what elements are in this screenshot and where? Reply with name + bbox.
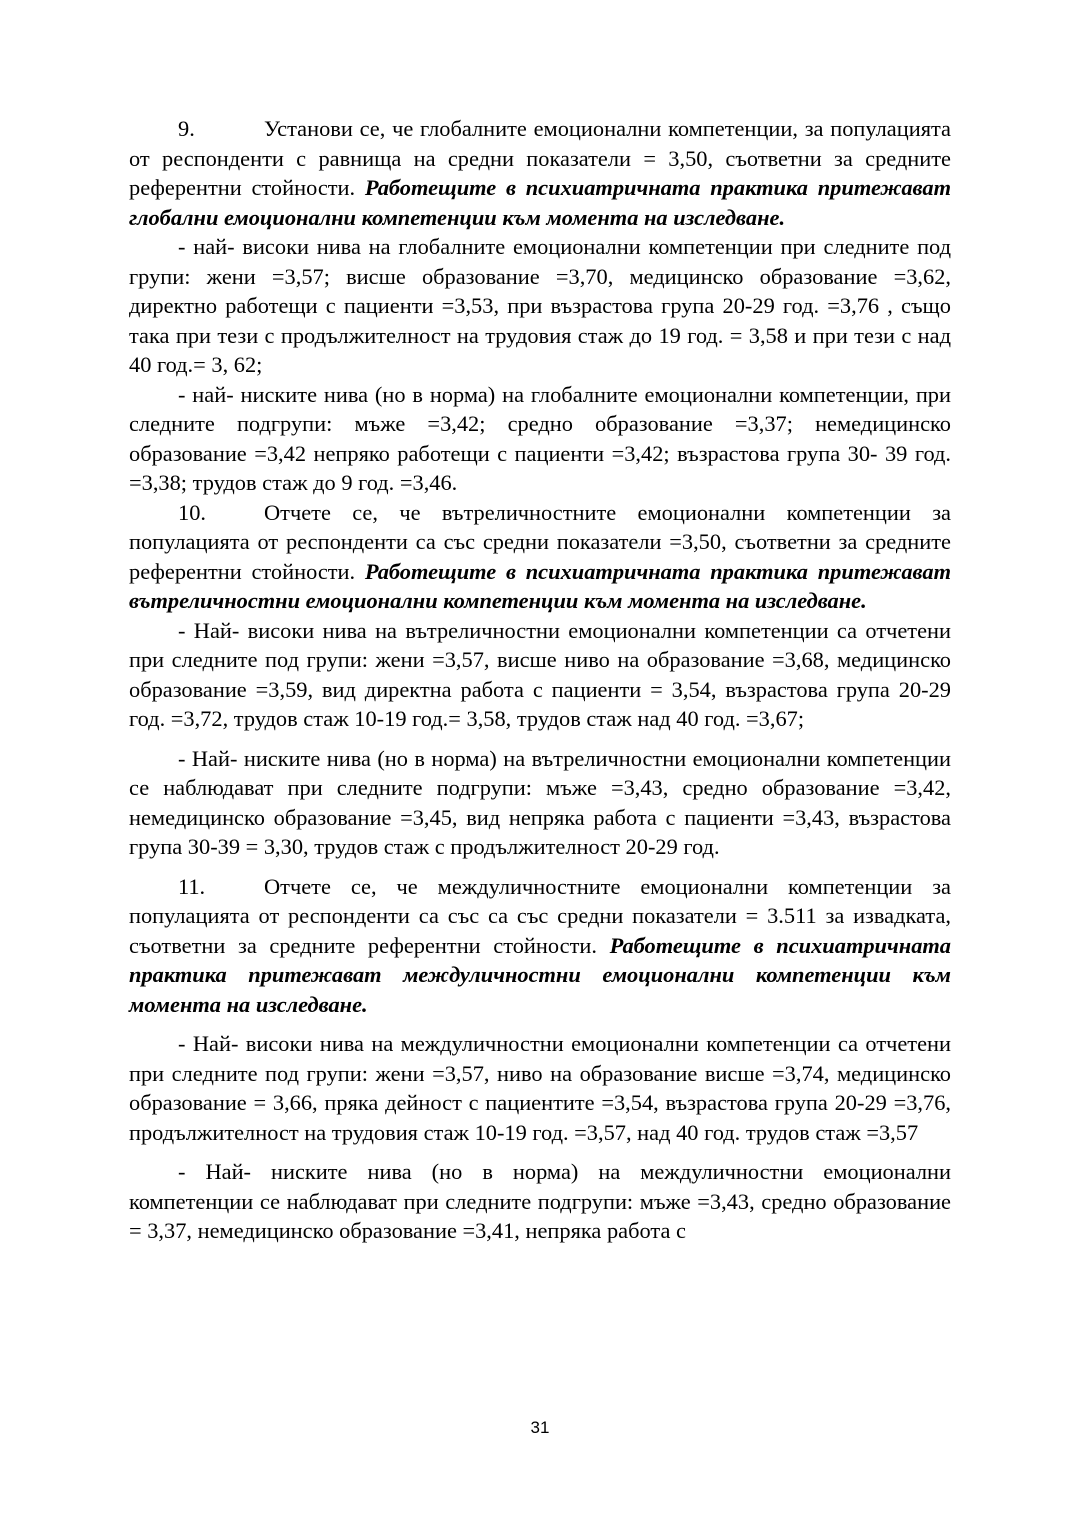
paragraph-text: - Най- ниските нива (но в норма) на вътреличностни емоционални компетенции се наблюдават при следните подгрупи: мъже =3,43, средно образование =3,42, немедицинско образование =3,45, вид непряка работа с пациенти =3,43, възрастова група 30-39 = 3,30, трудов стаж с продължителност 20-29 год. [129, 745, 951, 859]
paragraph-number: 10. [178, 499, 206, 525]
numbered-paragraph-11 [129, 872, 951, 1020]
bullet-paragraph-lowest-global [129, 380, 951, 498]
paragraph-text: - най- високи нива на глобалните емоционални компетенции при следните под групи: жени =3,57; висше образование =3,70, медицинско образование =3,62, директно работещи с пациенти =3,53, при възрастова група 20-29 год. =3,76 , също така при тези с продължителност на трудовия стаж до 19 год. = 3,58 и при тези с над 40 год.= 3, 62; [129, 234, 951, 377]
paragraph-conclusion: Работещите в психиатричната практика притежават вътреличностни емоционални компетенции към момента на изследване. [129, 558, 952, 613]
bullet-paragraph-highest-intrapersonal [129, 616, 951, 734]
paragraph-number: 9. [178, 116, 195, 141]
paragraph-text: - Най- високи нива на междуличностни емоционални компетенции са отчетени при следните под групи: жени =3,57, ниво на образование висше =3,74, медицинско образование = 3,66, пряка дейност с пациентите =3,54, възрастова група 20-29 =3,76, продължителност на трудовия стаж 10-19 год. =3,57, над 40 год. трудов стаж =3,57 [129, 1031, 951, 1145]
paragraph-text: Установи се, че глобалните емоционални компетенции, за популацията от респонденти с равнища на средни показатели = 3,50, съответни за средните референтни стойности. [129, 116, 951, 200]
numbered-paragraph-10 [129, 498, 951, 616]
paragraph-text: - най- ниските нива (но в норма) на глобалните емоционални компетенции, при следните подгрупи: мъже =3,42; средно образование =3,37; немедицинско образование =3,42 непряко работещи с пациенти =3,42; възрастова група 30- 39 год. =3,38; трудов стаж до 9 год. =3,46. [129, 381, 951, 495]
paragraph-text: - Най- ниските нива (но в норма) на междуличностни емоционални компетенции се наблюдават при следните подгрупи: мъже =3,43, средно образование = 3,37, немедицинско образование =3,41, непряка работа с [129, 1159, 951, 1243]
paragraph-conclusion: Работещите в психиатричната практика притежават глобални емоционални компетенции към момента на изследване. [129, 175, 952, 230]
bullet-paragraph-lowest-intrapersonal [129, 744, 951, 862]
bullet-paragraph-lowest-interpersonal [129, 1157, 951, 1246]
document-body [129, 114, 951, 1246]
paragraph-number: 11. [178, 873, 206, 899]
numbered-paragraph-9 [129, 114, 951, 232]
paragraph-conclusion: Работещите в психиатричната практика притежават междуличностни емоционални компетенции към момента на изследване. [129, 932, 951, 1017]
bullet-paragraph-highest-interpersonal [129, 1029, 951, 1147]
paragraph-text: Отчете се, че вътреличностните емоционални компетенции за популацията от респонденти са със средни показатели =3,50, съответни за средните референтни стойности. [129, 499, 951, 584]
bullet-paragraph-highest-global [129, 232, 951, 380]
paragraph-text: - Най- високи нива на вътреличностни емоционални компетенции са отчетени при следните под групи: жени =3,57, висше ниво на образование =3,68, медицинско образование =3,59, вид директна работа с пациенти = 3,54, възрастова група 20-29 год. =3,72, трудов стаж 10-19 год.= 3,58, трудов стаж над 40 год. =3,67; [129, 617, 951, 731]
paragraph-text: Отчете се, че междуличностните емоционални компетенции за популацията от респонденти са със са със средни показатели = 3.511 за извадката, съответни за средните референтни стойности. [129, 873, 951, 958]
page-number: 31 [530, 1418, 550, 1437]
